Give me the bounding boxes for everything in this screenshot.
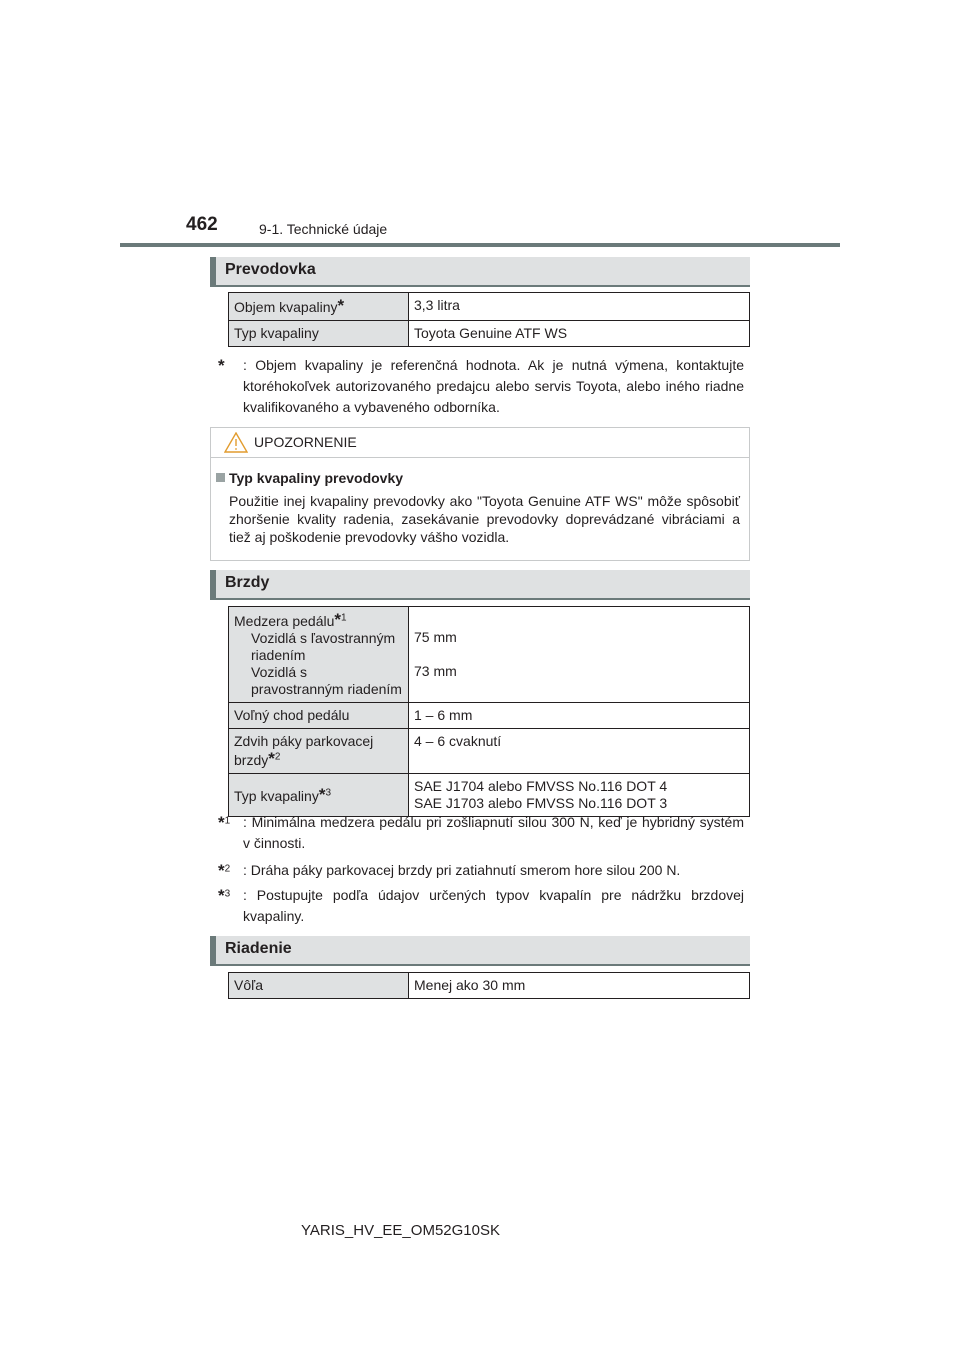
page-number: 462 <box>186 214 218 235</box>
table-cell-label: Typ kvapaliny*$^3$ <box>229 774 409 817</box>
table-row <box>229 774 750 817</box>
footnote-brakes-1 <box>218 812 744 854</box>
transmission-table <box>228 292 750 347</box>
table-row <box>229 293 750 321</box>
warning-triangle-icon <box>224 432 248 453</box>
footnote-brakes-2 <box>218 860 744 881</box>
warning-body: Použitie inej kvapaliny prevodovky ako "Toyota Genuine ATF WS" môže spôsobiť zhoršenie kvality radenia, zasekávanie prevodovky doprevádzané vibráciami a tiež aj poškodenie prevodovky vášho vozidla. <box>229 493 740 545</box>
warning-title: UPOZORNENIE <box>254 434 357 450</box>
table-cell-label: Vôľa <box>229 973 409 999</box>
section-reference: 9-1. Technické údaje <box>259 221 388 237</box>
table-cell-label: Typ kvapaliny <box>229 321 409 347</box>
footnote-marker: * <box>218 356 225 375</box>
table-row <box>229 607 750 703</box>
document-code: YARIS_HV_EE_OM52G10SK <box>301 1222 500 1239</box>
table-row <box>229 729 750 774</box>
table-cell-value: 1 – 6 mm <box>409 703 750 729</box>
section-heading-brakes <box>210 570 750 598</box>
table-cell-label: Zdvih páky parkovacej brzdy*$^2$ <box>229 729 409 774</box>
footnote-text: : Dráha páky parkovacej brzdy pri zatiahnutí smerom hore silou 200 N. <box>243 862 681 878</box>
header-rule <box>120 243 840 247</box>
table-cell-label: Medzera pedálu*$^1$ Vozidlá s ľavostranným riadením Vozidlá s pravostranným riadením <box>229 607 409 703</box>
table-row <box>229 703 750 729</box>
table-cell-value: Toyota Genuine ATF WS <box>409 321 750 347</box>
section-heading-label: Riadenie <box>225 940 292 957</box>
footnote-text: : Minimálna medzera pedálu pri zošliapnutí silou 300 N, keď je hybridný systém v činnosti. <box>243 814 744 851</box>
footnote-marker: *$^1$ <box>218 813 231 832</box>
steering-table <box>228 972 750 999</box>
table-cell-value: 75 mm 73 mm <box>409 607 750 703</box>
table-row <box>229 321 750 347</box>
footnote-marker: *$^2$ <box>218 861 231 880</box>
section-heading-label: Prevodovka <box>225 261 316 278</box>
table-cell-value: SAE J1704 alebo FMVSS No.116 DOT 4 SAE J1703 alebo FMVSS No.116 DOT 3 <box>409 774 750 817</box>
section-heading-transmission <box>210 257 750 285</box>
table-cell-value: 3,3 litra <box>409 293 750 321</box>
square-bullet-icon <box>216 473 225 482</box>
table-cell-value: Menej ako 30 mm <box>409 973 750 999</box>
footnote-text: : Postupujte podľa údajov určených typov kvapalín pre nádržku brzdovej kvapaliny. <box>243 887 744 924</box>
table-row <box>229 973 750 999</box>
table-cell-label: Voľný chod pedálu <box>229 703 409 729</box>
section-heading-steering <box>210 936 750 964</box>
footnote-brakes-3 <box>218 885 744 927</box>
table-cell-label: Objem kvapaliny* <box>229 293 409 321</box>
warning-subheading: Typ kvapaliny prevodovky <box>216 470 403 486</box>
table-cell-value: 4 – 6 cvaknutí <box>409 729 750 774</box>
brakes-table <box>228 606 750 817</box>
section-heading-label: Brzdy <box>225 574 270 591</box>
footnote-transmission <box>218 355 744 418</box>
footnote-text: : Objem kvapaliny je referenčná hodnota. Ak je nutná výmena, kontaktujte ktoréhokoľvek autorizovaného predajcu alebo servis Toyota, alebo iného riadne kvalifikovaného a vybaveného odborníka. <box>243 357 744 415</box>
warning-box <box>210 427 750 561</box>
footnote-marker: *$^3$ <box>218 886 231 905</box>
